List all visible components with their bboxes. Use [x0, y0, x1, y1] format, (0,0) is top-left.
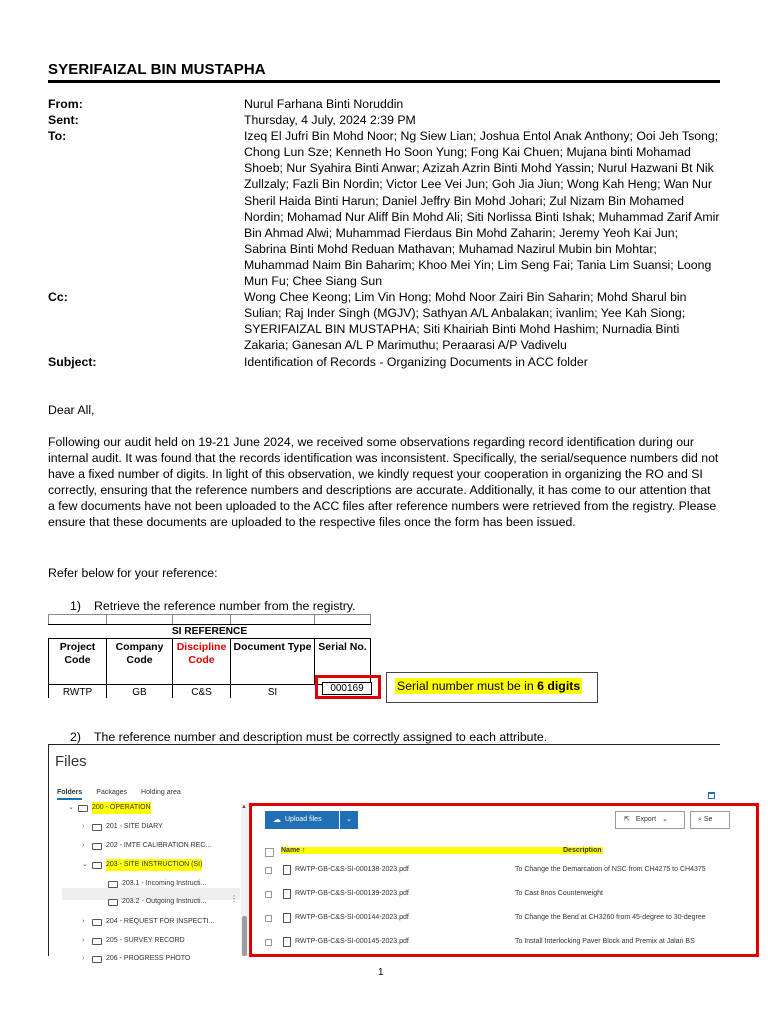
file-description: To Install Interlocking Paver Block and Premix at Jalan BS [515, 938, 695, 945]
step-1-number: 1) [70, 599, 81, 613]
folder-icon [92, 938, 102, 945]
tree-item-204[interactable]: › 204 - REQUEST FOR INSPECTI... [82, 916, 214, 928]
callout-text: Serial number must be in [397, 679, 538, 693]
folder-icon [92, 956, 102, 963]
tab-packages[interactable]: Packages [96, 789, 128, 796]
cc-value: Wong Chee Keong; Lim Vin Hong; Mohd Noor Zairi Bin Saharin; Mohd Sharul bin Sulian; Raj Inder Singh (MGJV); Sathyan A/L Anbalakan; ivanlim; Yee Kah Siong; SYERIFAIZAL BIN MUSTAPHA; Siti Khairiah Binti Mohd Hashim; Nurnadia Binti Zakaria; Ganesan A/L P Marimuthu; Peraarasi A/P Vadivelu [244, 290, 687, 353]
subject-value: Identification of Records - Organizing Documents in ACC folder [244, 354, 588, 369]
tree-item-203-1[interactable]: 203.1 - Incoming Instructi... [108, 878, 206, 890]
tab-folders[interactable]: Folders [57, 789, 82, 800]
search-icon: ⌕ [698, 816, 702, 823]
folder-tree [48, 802, 248, 962]
file-name[interactable]: RWTP-GB-C&S-SI-000139-2023.pdf [295, 890, 409, 897]
folder-icon [92, 919, 102, 926]
tree-item-201[interactable]: › 201 - SITE DIARY [82, 821, 163, 833]
more-options-icon[interactable]: ⋮ [230, 894, 238, 903]
to-value: Izeq El Jufri Bin Mohd Noor; Ng Siew Lian; Joshua Entol Anak Anthony; Ooi Jeh Tsong; Chong Lun Sze; Kenneth Ho Soon Yung; Fong Kai Chuen; Mujana binti Mohamad Shoeb; Nur Syahira Binti Anwar; Azizah Azrin Binti Mohd Yassin; Nurul Hazwani Bt Nik Zullzaly; Fazli Bin Nordin; Victor Lee Vei Jun; Goh Jia Jiun; Wong Kah Heng; Wan Nur Sheril Haida Binti Harun; Daniel Jeffry Bin Mohd Johari; Zul Nizam Bin Mohamed Nordin; Mohamad Nur Aliff Bin Mohd Ali; Siti Norlissa Binti Ishak; Muhammad Zarif Amir Bin Ahmad Alwi; Muhammad Fierdaus Bin Mohd Zaharin; Jeremy Yeoh Kai Jun; Sabrina Binti Mohd Reduan Mathavan; Muhamad Nazirul Mubin bin Mohtar; Muhammad Naim Bin Baharim; Khoo Mei Yin; Lim Seng Fai; Tania Lim Suansi; Loong Mun Fu; Chee Siang Sun [244, 129, 720, 289]
folder-icon [92, 843, 102, 850]
chevron-down-icon: ⌄ [82, 861, 88, 868]
header-discipline-code: Discipline Code [172, 638, 230, 684]
step-2-text: The reference number and description must be correctly assigned to each attribute. [94, 730, 548, 744]
column-name[interactable]: Name ↑ [281, 847, 603, 854]
header-project-code: Project Code [48, 638, 106, 684]
subject-label: Subject: [48, 354, 97, 369]
body-paragraph: Following our audit held on 19-21 June 2024, we received some observations regarding record identification during our internal audit. It was found that the records identification was inconsistent. Specifically, the serial/sequence numbers did not have a fixed number of digits. In light of this observation, we kindly request your cooperation in organizing the RO and SI correctly, ensuring that the reference numbers and descriptions are accurate. Additionally, it has come to our attention that a few documents have not been uploaded to the ACC files after reference numbers were retrieved from the registry. Please ensure that these documents are uploaded to the respective files once the form has been issued. [48, 435, 719, 530]
folder-icon [92, 862, 102, 869]
chevron-down-icon: ⌄ [662, 816, 668, 823]
header-serial-no: Serial No. [314, 638, 371, 684]
step-2 [70, 729, 742, 745]
page-number: 1 [378, 967, 384, 978]
callout-bold: 6 digits [537, 679, 581, 693]
file-description: To Change the Demarcation of NSC from CH4275 to CH4375 [515, 866, 706, 873]
file-description: To Cast 8nos Counterweight [515, 890, 603, 897]
chevron-down-icon: ⌄ [346, 816, 352, 823]
folder-icon [78, 805, 88, 812]
serial-callout [386, 672, 598, 703]
cell-serial-no: 000169 [322, 682, 372, 695]
step-1-text: Retrieve the reference number from the registry. [94, 599, 356, 613]
files-title: Files [55, 753, 87, 770]
to-label: To: [48, 129, 67, 144]
file-name[interactable]: RWTP-GB-C&S-SI-000138-2023.pdf [295, 866, 409, 873]
chevron-right-icon: › [82, 955, 85, 962]
tree-item-202[interactable]: › 202 - IMTE CALIBRATION REC... [82, 840, 211, 852]
reference-note: Refer below for your reference: [48, 566, 218, 580]
header-rule [48, 80, 720, 83]
scroll-up-icon[interactable]: ▲ [241, 804, 247, 810]
chevron-right-icon: › [82, 823, 85, 830]
folder-icon [108, 881, 118, 888]
sent-value: Thursday, 4 July, 2024 2:39 PM [244, 113, 416, 128]
tree-scroll-thumb[interactable] [242, 916, 247, 956]
folder-icon [108, 899, 118, 906]
file-description: To Change the Bend at CH3260 from 45-degree to 30-degree [515, 914, 706, 921]
folder-icon [92, 824, 102, 831]
file-name[interactable]: RWTP-GB-C&S-SI-000144-2023.pdf [295, 914, 409, 921]
chevron-right-icon: › [82, 842, 85, 849]
cell-company-code: GB [106, 684, 172, 698]
files-tabs [57, 789, 181, 800]
files-highlight-box [249, 803, 759, 957]
from-value: Nurul Farhana Binti Noruddin [244, 97, 404, 111]
sender-name: SYERIFAIZAL BIN MUSTAPHA [48, 61, 266, 78]
email-header [48, 96, 728, 370]
si-table-title: SI REFERENCE [48, 624, 371, 639]
tree-item-206[interactable]: › 206 - PROGRESS PHOTO [82, 953, 190, 965]
tab-holding-area[interactable]: Holding area [141, 789, 181, 796]
header-company-code: Company Code [106, 638, 172, 684]
tree-item-203-2[interactable]: 203.2 - Outgoing Instructi... [108, 896, 206, 908]
chevron-right-icon: › [82, 937, 85, 944]
greeting: Dear All, [48, 403, 95, 417]
file-name[interactable]: RWTP-GB-C&S-SI-000145-2023.pdf [295, 938, 409, 945]
cell-document-type: SI [230, 684, 314, 698]
tree-item-200[interactable]: ⌄ 200 - OPERATION [68, 802, 151, 814]
export-button[interactable]: ⇱ Export ⌄ [615, 811, 685, 829]
column-description[interactable]: Description [563, 847, 602, 854]
from-label: From: [48, 97, 83, 111]
sent-label: Sent: [48, 113, 79, 128]
cc-label: Cc: [48, 290, 68, 305]
cell-project-code: RWTP [48, 684, 106, 698]
upload-files-button[interactable]: ☁ Upload files [265, 811, 339, 829]
tree-item-203[interactable]: ⌄ 203 - SITE INSTRUCTION (SI) [82, 859, 202, 871]
chevron-down-icon: ⌄ [68, 804, 74, 811]
search-button[interactable]: ⌕ Se [690, 811, 730, 829]
header-document-type: Document Type [230, 638, 314, 684]
tree-item-205[interactable]: › 205 - SURVEY RECORD [82, 935, 185, 947]
trash-icon[interactable] [708, 792, 715, 799]
step-1 [70, 598, 742, 614]
cloud-upload-icon: ☁ [273, 815, 281, 824]
chevron-right-icon: › [82, 918, 85, 925]
cell-discipline-code: C&S [172, 684, 230, 698]
export-icon: ⇱ [624, 816, 630, 823]
step-2-number: 2) [70, 730, 81, 744]
